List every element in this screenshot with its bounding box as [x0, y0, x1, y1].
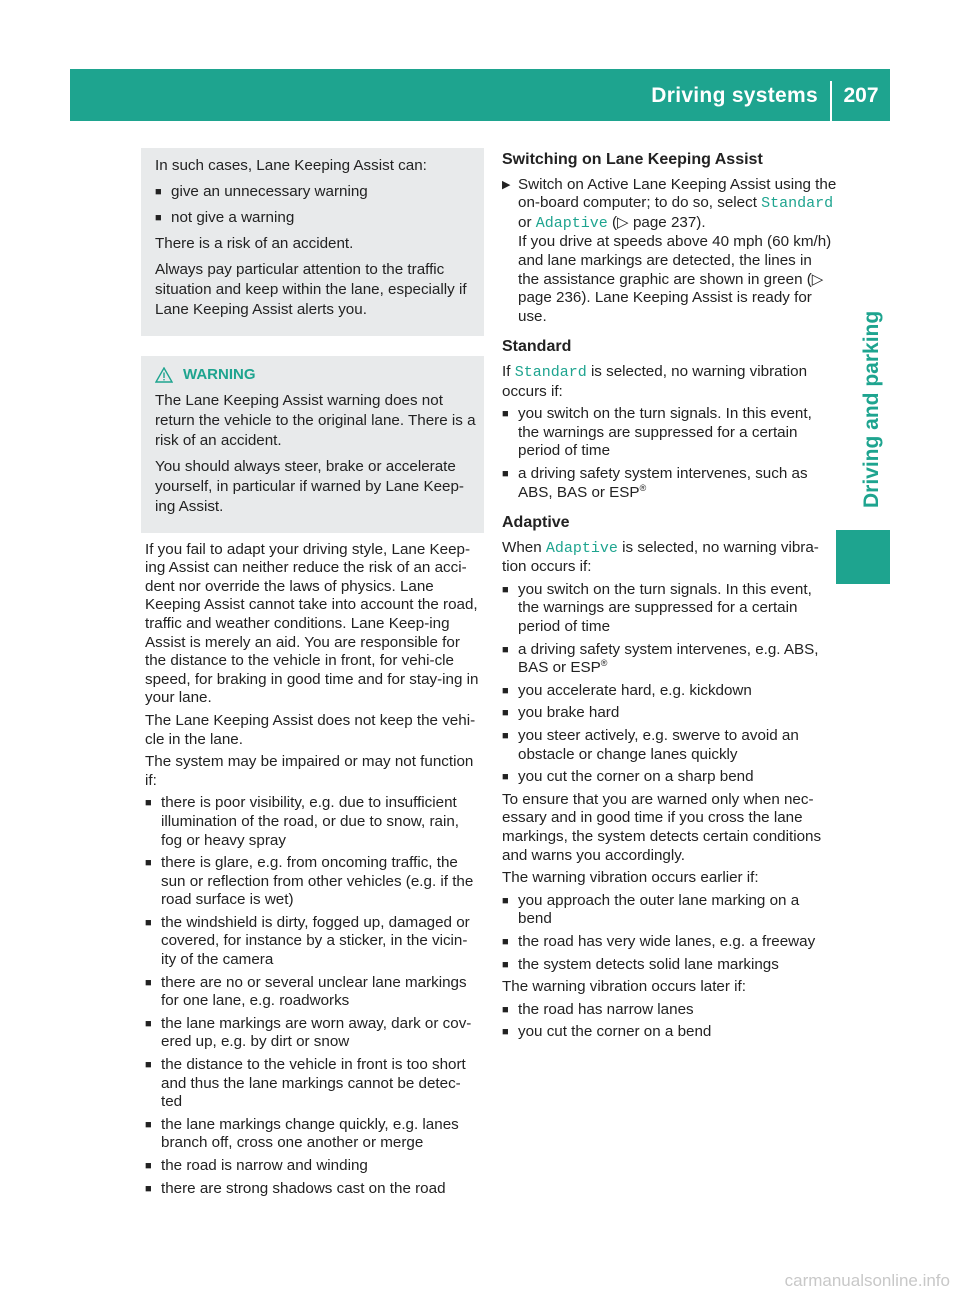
bullet-icon: ■: [502, 894, 509, 907]
switching-step: ▶ Switch on Active Lane Keeping Assist using the on-board computer; to do so, select Standard or Adaptive (▷ page 237). If you drive at speeds above 40 mph (60 km/h) and lane markings are detected, the lines in the assistance graphic are shown in green (▷ page 236). Lane Keeping Assist is ready for use.: [502, 175, 837, 325]
paragraph-lane: The Lane Keeping Assist does not keep the vehi-cle in the lane.: [145, 711, 476, 748]
warning-text-1: The Lane Keeping Assist warning does not return the vehicle to the original lane. There is a risk of an accident.: [155, 391, 476, 449]
adaptive-heading: Adaptive: [502, 514, 570, 532]
list-item: ■ the distance to the vehicle in front is too short and thus the lane markings cannot be detec-ted: [145, 1056, 466, 1111]
warning-title: WARNING: [155, 366, 478, 385]
list-item: ■ you switch on the turn signals. In this event, the warnings are suppressed for a certain period of time: [502, 580, 812, 636]
list-item: ■ the lane markings change quickly, e.g. lanes branch off, cross one another or merge: [145, 1115, 459, 1152]
impairment-list: [145, 794, 480, 1198]
right-column: [502, 151, 837, 1046]
bullet-icon: ■: [502, 684, 509, 697]
paragraph-adapt: If you fail to adapt your driving style, Lane Keep-ing Assist can neither reduce the risk of an acci-dent nor override the laws of physics. Lane Keeping Assist cannot take into account the road, traffic and weather conditions. Lane Keep-ing Assist is merely an aid. You are responsible for the distance to the vehicle in front, for vehi-cle speed, for braking in good time and for stay-ing in your lane.: [145, 540, 479, 707]
bullet-icon: ■: [502, 1026, 509, 1039]
page-number: 207: [843, 84, 879, 107]
list-item: ■ the system detects solid lane markings: [502, 955, 779, 973]
bullet-icon: ■: [502, 583, 509, 596]
warning-text-2: You should always steer, brake or accelerate yourself, in particular if warned by Lane Keep-ing Assist.: [155, 457, 464, 515]
later-intro: The warning vibration occurs later if:: [502, 978, 746, 996]
standard-option: Standard: [761, 195, 834, 213]
adaptive-intro: When Adaptive is selected, no warning vibra-tion occurs if:: [502, 538, 819, 576]
page-reference[interactable]: (▷ page 237).: [612, 213, 706, 231]
list-item: ■ there are strong shadows cast on the road: [145, 1179, 446, 1197]
list-item: ■ you brake hard: [502, 704, 620, 722]
adaptive-option: Adaptive: [535, 214, 608, 232]
warning-triangle-icon: [155, 367, 173, 383]
watermark: carmanualsonline.info: [784, 1271, 950, 1290]
list-item: ■ you cut the corner on a bend: [502, 1023, 712, 1041]
list-item: ■ the lane markings are worn away, dark or cov-ered up, e.g. by dirt or snow: [145, 1014, 472, 1051]
side-tab-label: Driving and parking: [860, 310, 883, 508]
list-item: ■ give an unnecessary warning: [155, 183, 368, 200]
list-item: ■ there are no or several unclear lane markings for one lane, e.g. roadworks: [145, 973, 467, 1010]
header-bar: [70, 69, 890, 121]
adaptive-paragraph: To ensure that you are warned only when nec-essary and in good time if you cross the lane markings, the system detects certain conditions and warns you accordingly.: [502, 790, 822, 864]
bullet-icon: ■: [502, 643, 509, 656]
bullet-icon: ■: [502, 707, 509, 720]
bullet-icon: ■: [145, 976, 152, 989]
caution-intro: In such cases, Lane Keeping Assist can:: [155, 157, 427, 174]
bullet-icon: ■: [502, 935, 509, 948]
list-item: ■ you approach the outer lane marking on a bend: [502, 891, 800, 928]
left-column: [145, 148, 480, 1202]
arrow-right-icon: ▶: [502, 178, 511, 191]
bullet-icon: ■: [502, 730, 509, 743]
standard-list: [502, 405, 837, 502]
switching-heading: Switching on Lane Keeping Assist: [502, 151, 763, 168]
standard-mode: Standard: [514, 363, 587, 381]
bullet-icon: ■: [155, 212, 162, 224]
caution-box: [141, 148, 484, 336]
bullet-icon: ■: [145, 1118, 152, 1131]
standard-heading: Standard: [502, 338, 572, 356]
list-item: ■ a driving safety system intervenes, such as ABS, BAS or ESP®: [502, 464, 808, 501]
bullet-icon: ■: [145, 797, 152, 810]
caution-risk: There is a risk of an accident.: [155, 235, 354, 252]
list-item: ■ the windshield is dirty, fogged up, damaged or covered, for instance by a sticker, in the vicin-ity of the camera: [145, 913, 470, 969]
earlier-intro: The warning vibration occurs earlier if:: [502, 869, 759, 887]
bullet-icon: ■: [502, 467, 509, 480]
header-divider: [830, 81, 832, 121]
list-item: ■ there is glare, e.g. from oncoming traffic, the sun or reflection from other vehicles (e.g. if the road surface is wet): [145, 854, 474, 909]
page-reference[interactable]: ▷ page 236: [518, 270, 824, 307]
list-item: ■ you steer actively, e.g. swerve to avoid an obstacle or change lanes quickly: [502, 727, 799, 763]
bullet-icon: ■: [155, 186, 162, 198]
list-item: ■ not give a warning: [155, 209, 295, 226]
list-item: ■ you accelerate hard, e.g. kickdown: [502, 681, 752, 699]
standard-intro: If Standard is selected, no warning vibration occurs if:: [502, 362, 808, 400]
list-item: ■ the road is narrow and winding: [145, 1157, 368, 1174]
adaptive-list: [502, 581, 837, 787]
bullet-icon: ■: [502, 958, 509, 971]
bullet-icon: ■: [145, 857, 152, 870]
caution-list: [155, 182, 478, 228]
list-item: ■ a driving safety system intervenes, e.g. ABS, BAS or ESP®: [502, 640, 819, 677]
adaptive-mode: Adaptive: [545, 539, 618, 557]
side-tab: [836, 130, 890, 530]
bullet-icon: ■: [145, 1059, 152, 1072]
warning-box: [141, 356, 484, 533]
list-item: ■ the road has narrow lanes: [502, 1000, 694, 1018]
bullet-icon: ■: [145, 1160, 152, 1172]
registered-mark: ®: [600, 658, 608, 669]
registered-mark: ®: [639, 482, 647, 493]
list-item: ■ the road has very wide lanes, e.g. a freeway: [502, 932, 816, 950]
bullet-icon: ■: [145, 916, 152, 929]
section-title: Driving systems: [651, 84, 818, 107]
bullet-icon: ■: [502, 771, 509, 784]
bullet-icon: ■: [502, 1003, 509, 1016]
list-item: ■ you cut the corner on a sharp bend: [502, 768, 754, 786]
bullet-icon: ■: [145, 1017, 152, 1030]
side-tab-marker: [836, 530, 890, 584]
list-item: ■ there is poor visibility, e.g. due to insufficient illumination of the road, or due to snow, rain, fog or heavy spray: [145, 794, 460, 849]
caution-advice: Always pay particular attention to the traffic situation and keep within the lane, especially if Lane Keeping Assist alerts you.: [155, 261, 467, 318]
bullet-icon: ■: [502, 408, 509, 421]
list-item: ■ you switch on the turn signals. In this event, the warnings are suppressed for a certain period of time: [502, 405, 812, 460]
earlier-list: [502, 892, 837, 974]
paragraph-impaired: The system may be impaired or may not function if:: [145, 753, 474, 789]
bullet-icon: ■: [145, 1182, 152, 1195]
later-list: [502, 1001, 837, 1042]
